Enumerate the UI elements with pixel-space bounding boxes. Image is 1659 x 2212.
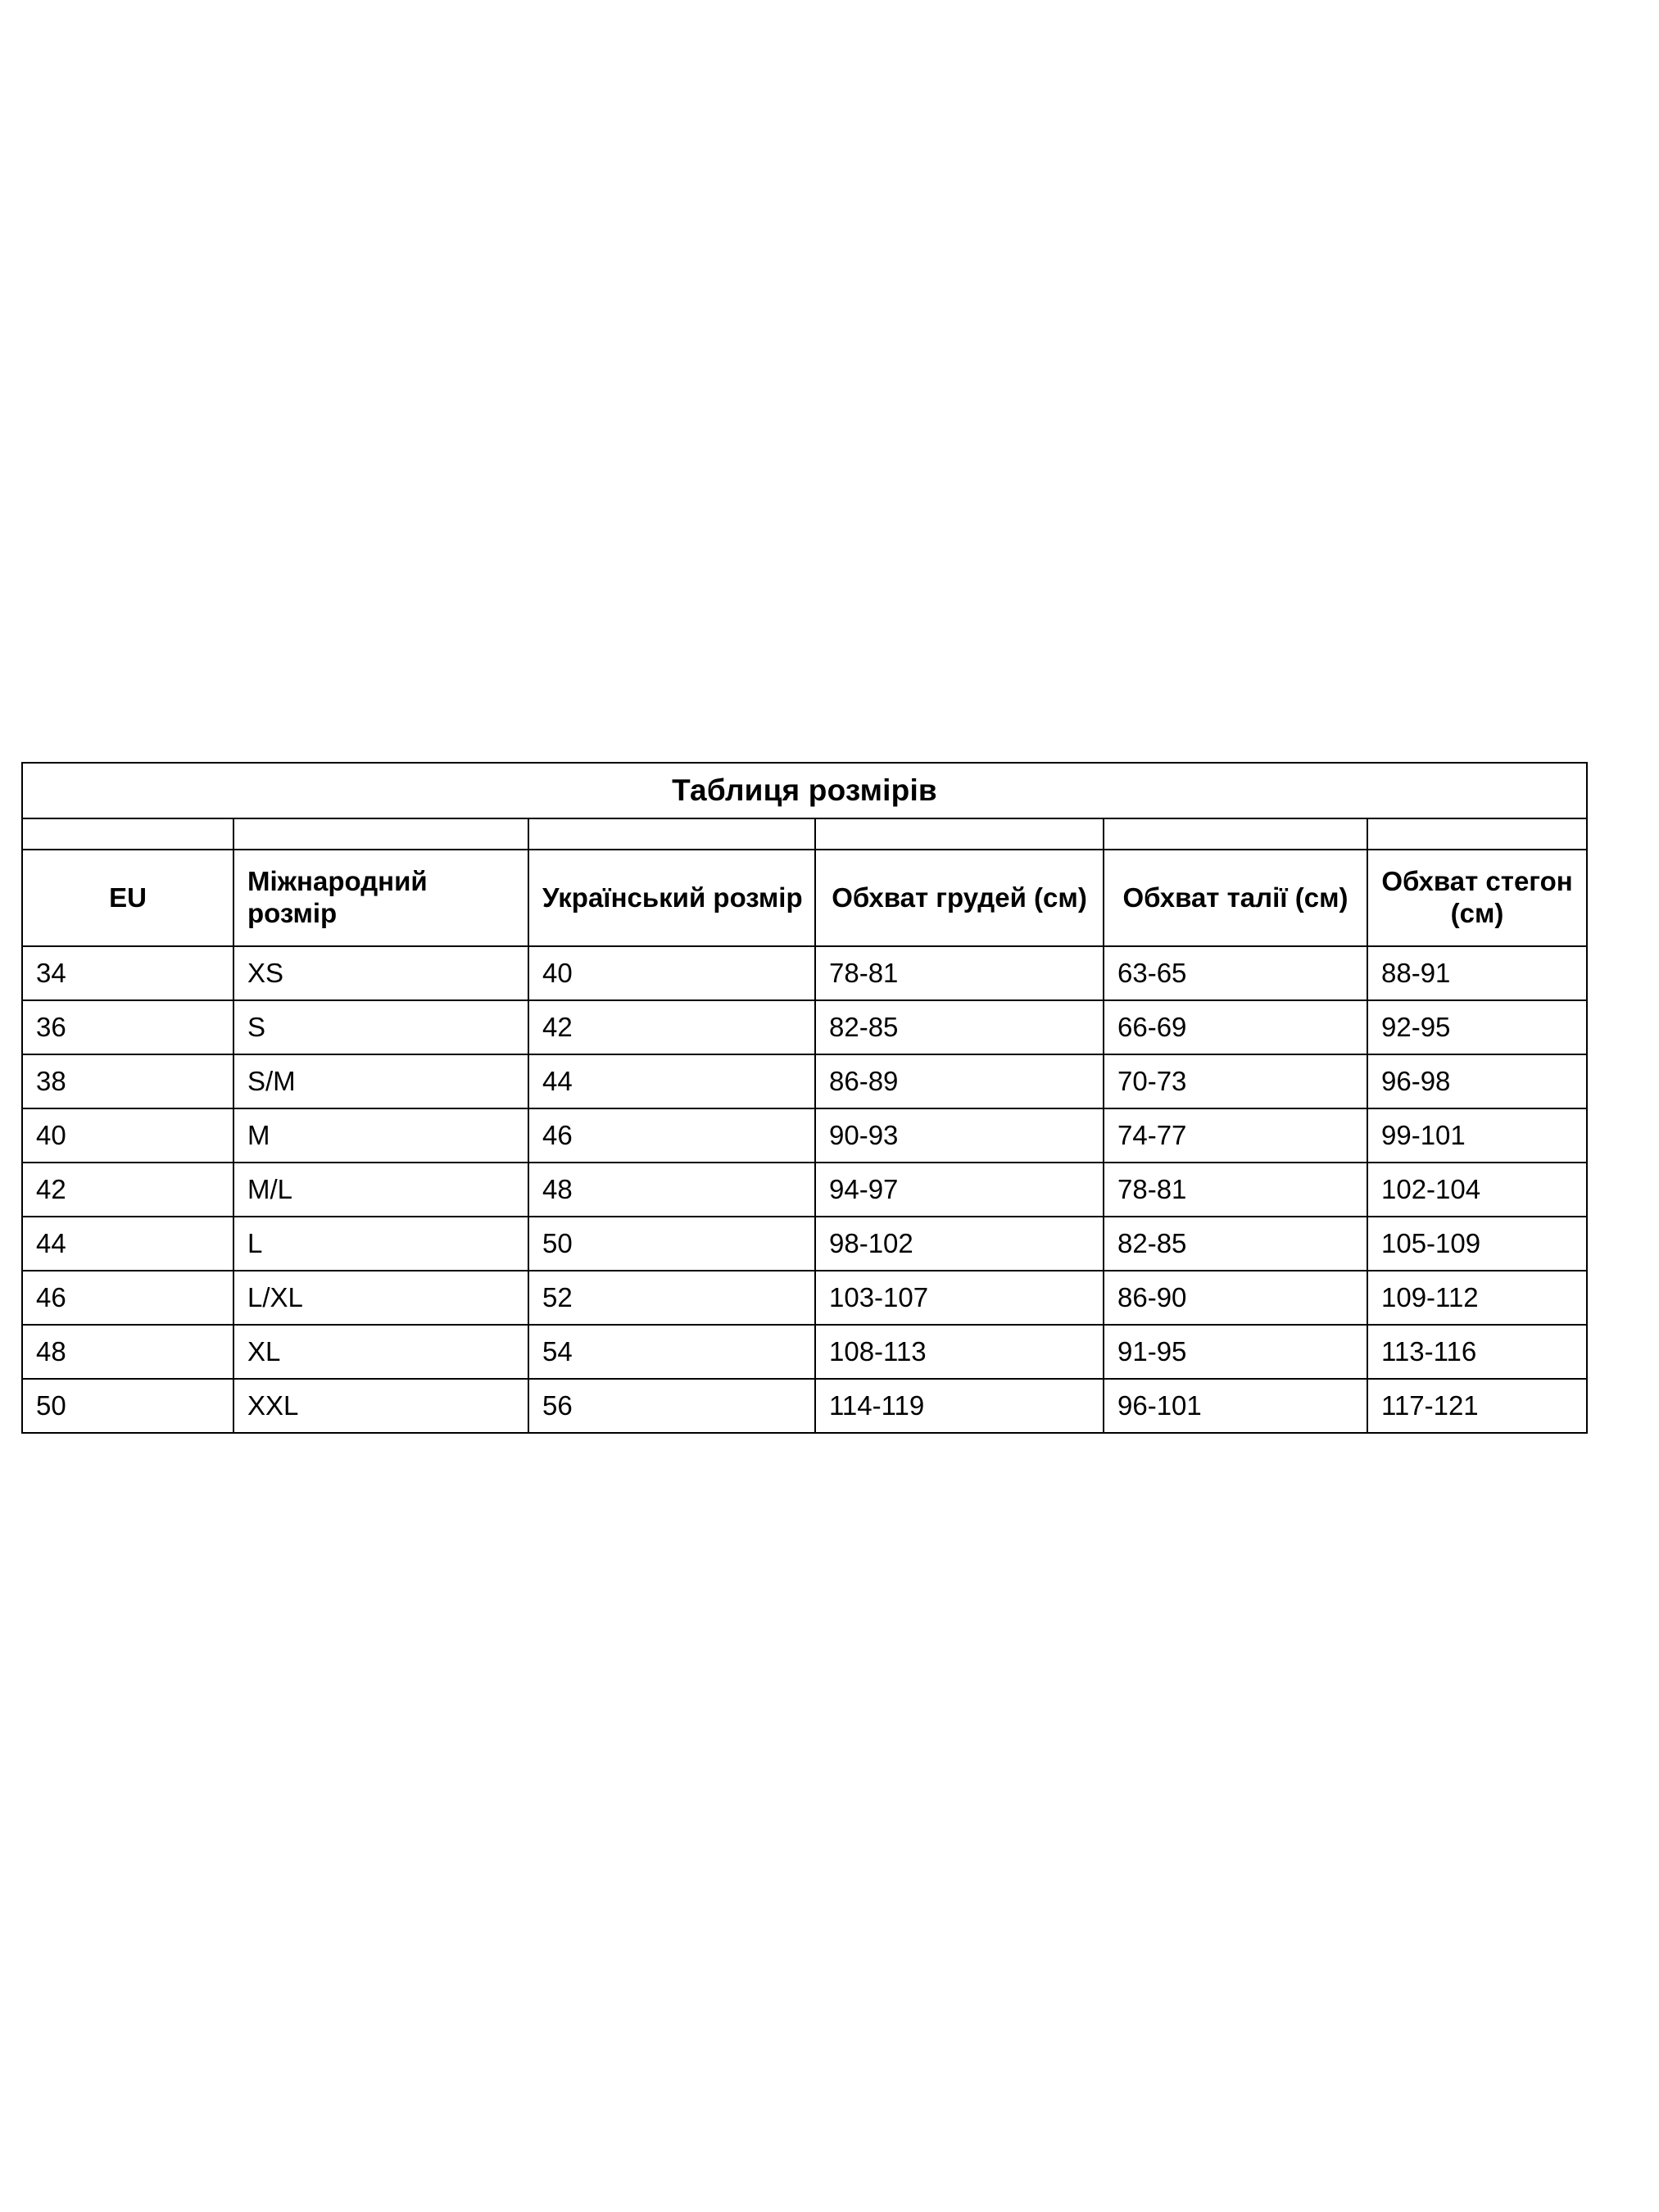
cell-eu: 50	[22, 1379, 233, 1433]
spacer-cell-6	[1367, 818, 1587, 850]
cell-waist: 82-85	[1104, 1217, 1367, 1271]
cell-hips: 99-101	[1367, 1108, 1587, 1163]
cell-hips: 109-112	[1367, 1271, 1587, 1325]
column-header-bust: Обхват грудей (см)	[815, 850, 1104, 946]
cell-eu: 46	[22, 1271, 233, 1325]
cell-hips: 96-98	[1367, 1054, 1587, 1108]
cell-waist: 96-101	[1104, 1379, 1367, 1433]
cell-international: L	[233, 1217, 528, 1271]
table-row	[22, 1217, 1587, 1271]
page-title: Таблиця розмірів	[22, 763, 1587, 818]
cell-ukrainian: 54	[528, 1325, 815, 1379]
table-row	[22, 1379, 1587, 1433]
cell-waist: 66-69	[1104, 1000, 1367, 1054]
cell-eu: 36	[22, 1000, 233, 1054]
cell-ukrainian: 48	[528, 1163, 815, 1217]
table-title-row	[22, 763, 1587, 818]
table-row	[22, 1000, 1587, 1054]
cell-ukrainian: 46	[528, 1108, 815, 1163]
cell-bust: 78-81	[815, 946, 1104, 1000]
spacer-cell-4	[815, 818, 1104, 850]
cell-eu: 38	[22, 1054, 233, 1108]
cell-ukrainian: 42	[528, 1000, 815, 1054]
table-header	[22, 763, 1587, 946]
cell-hips: 117-121	[1367, 1379, 1587, 1433]
cell-waist: 86-90	[1104, 1271, 1367, 1325]
cell-bust: 90-93	[815, 1108, 1104, 1163]
table-row	[22, 1325, 1587, 1379]
size-chart-table	[21, 762, 1588, 1434]
cell-eu: 40	[22, 1108, 233, 1163]
spacer-cell-1	[22, 818, 233, 850]
cell-bust: 103-107	[815, 1271, 1104, 1325]
cell-waist: 74-77	[1104, 1108, 1367, 1163]
cell-ukrainian: 56	[528, 1379, 815, 1433]
cell-eu: 34	[22, 946, 233, 1000]
spacer-cell-3	[528, 818, 815, 850]
cell-bust: 98-102	[815, 1217, 1104, 1271]
cell-waist: 70-73	[1104, 1054, 1367, 1108]
cell-waist: 91-95	[1104, 1325, 1367, 1379]
cell-ukrainian: 40	[528, 946, 815, 1000]
table-row	[22, 1163, 1587, 1217]
spacer-cell-5	[1104, 818, 1367, 850]
column-header-international-size: Міжнародний розмір	[233, 850, 528, 946]
table-row	[22, 946, 1587, 1000]
table-row	[22, 1108, 1587, 1163]
size-chart-container	[21, 762, 1637, 1434]
table-row	[22, 1271, 1587, 1325]
cell-bust: 108-113	[815, 1325, 1104, 1379]
table-spacer-row	[22, 818, 1587, 850]
cell-hips: 88-91	[1367, 946, 1587, 1000]
cell-eu: 42	[22, 1163, 233, 1217]
cell-ukrainian: 44	[528, 1054, 815, 1108]
cell-international: S/M	[233, 1054, 528, 1108]
cell-eu: 48	[22, 1325, 233, 1379]
cell-ukrainian: 50	[528, 1217, 815, 1271]
cell-bust: 94-97	[815, 1163, 1104, 1217]
cell-hips: 102-104	[1367, 1163, 1587, 1217]
cell-international: S	[233, 1000, 528, 1054]
cell-hips: 92-95	[1367, 1000, 1587, 1054]
column-header-hips: Обхват стегон (см)	[1367, 850, 1587, 946]
cell-eu: 44	[22, 1217, 233, 1271]
cell-bust: 114-119	[815, 1379, 1104, 1433]
cell-international: XS	[233, 946, 528, 1000]
table-row	[22, 1054, 1587, 1108]
cell-bust: 86-89	[815, 1054, 1104, 1108]
cell-waist: 63-65	[1104, 946, 1367, 1000]
column-header-waist: Обхват талії (см)	[1104, 850, 1367, 946]
cell-hips: 105-109	[1367, 1217, 1587, 1271]
cell-waist: 78-81	[1104, 1163, 1367, 1217]
cell-international: M/L	[233, 1163, 528, 1217]
cell-international: M	[233, 1108, 528, 1163]
cell-hips: 113-116	[1367, 1325, 1587, 1379]
column-header-eu: EU	[22, 850, 233, 946]
cell-international: L/XL	[233, 1271, 528, 1325]
table-body	[22, 946, 1587, 1433]
cell-ukrainian: 52	[528, 1271, 815, 1325]
column-header-row	[22, 850, 1587, 946]
column-header-ukrainian-size: Український розмір	[528, 850, 815, 946]
spacer-cell-2	[233, 818, 528, 850]
cell-international: XL	[233, 1325, 528, 1379]
cell-international: XXL	[233, 1379, 528, 1433]
cell-bust: 82-85	[815, 1000, 1104, 1054]
